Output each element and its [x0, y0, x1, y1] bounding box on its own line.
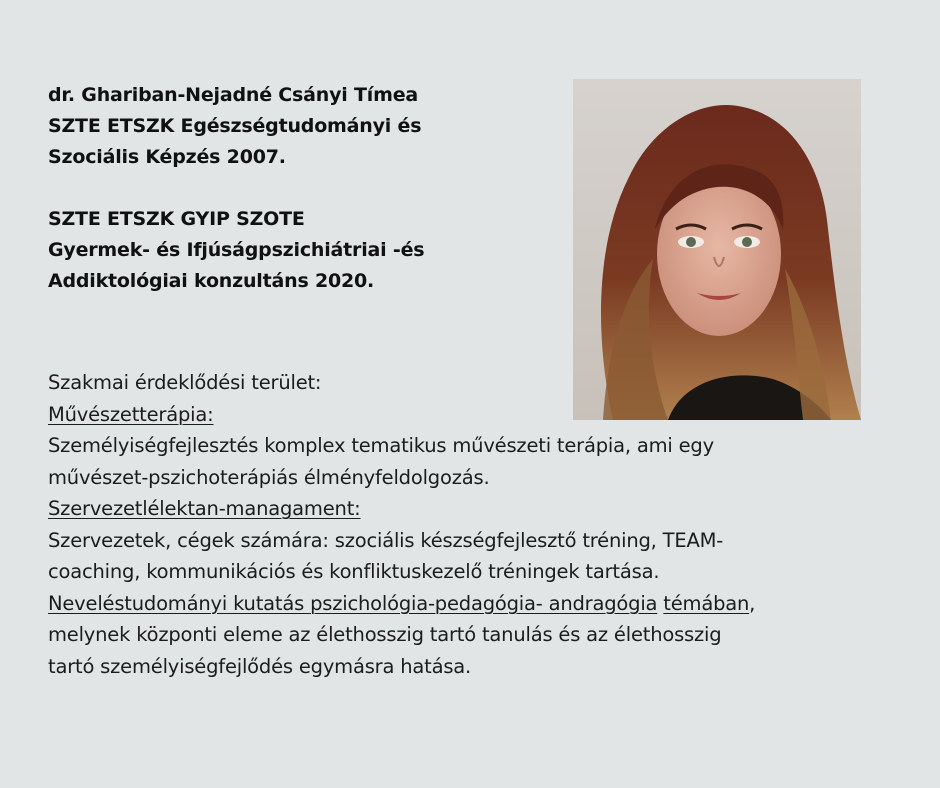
research-topic-link[interactable]: témában [663, 591, 750, 615]
profile-header [48, 80, 548, 297]
education-2-line-2: Gyermek- és Ifjúságpszichiátriai -és [48, 239, 425, 261]
education-2-line-3: Addiktológiai konzultáns 2020. [48, 270, 375, 292]
education-1-line-1: SZTE ETSZK Egészségtudományi és [48, 115, 422, 137]
research-link[interactable]: Neveléstudományi kutatás pszichológia-pedagógia- andragógia [48, 591, 658, 615]
org-psych-line-1: Szervezetek, cégek számára: szociális készségfejlesztő tréning, TEAM- [48, 528, 724, 552]
art-therapy-heading [48, 399, 888, 431]
research-line-2: melynek központi eleme az élethosszig tartó tanulás és az élethosszig [48, 623, 722, 646]
org-psych-heading [48, 493, 888, 525]
education-1-line-2: Szociális Képzés 2007. [48, 146, 286, 168]
research-comma: , [749, 591, 756, 615]
art-therapy-line-1: Személyiségfejlesztés komplex tematikus művészeti terápia, ami egy [48, 434, 714, 457]
org-psych-heading-text: Szervezetlélektan-managament: [48, 497, 361, 520]
art-therapy-heading-text: Művészetterápia: [48, 402, 214, 426]
research-line-1 [48, 588, 888, 620]
art-therapy-line-2: művészet-pszichoterápiás élményfeldolgozás. [48, 465, 490, 489]
person-name: dr. Ghariban-Nejadné Csányi Tímea [48, 84, 418, 106]
research-line-3: tartó személyiségfejlődés egymásra hatása. [48, 654, 472, 678]
profile-body [48, 367, 888, 682]
interest-heading: Szakmai érdeklődési terület: [48, 371, 322, 394]
spacer [48, 173, 548, 204]
education-2-line-1: SZTE ETSZK GYIP SZOTE [48, 208, 305, 230]
org-psych-line-2: coaching, kommunikációs és konfliktuskezelő tréningek tartása. [48, 560, 660, 583]
